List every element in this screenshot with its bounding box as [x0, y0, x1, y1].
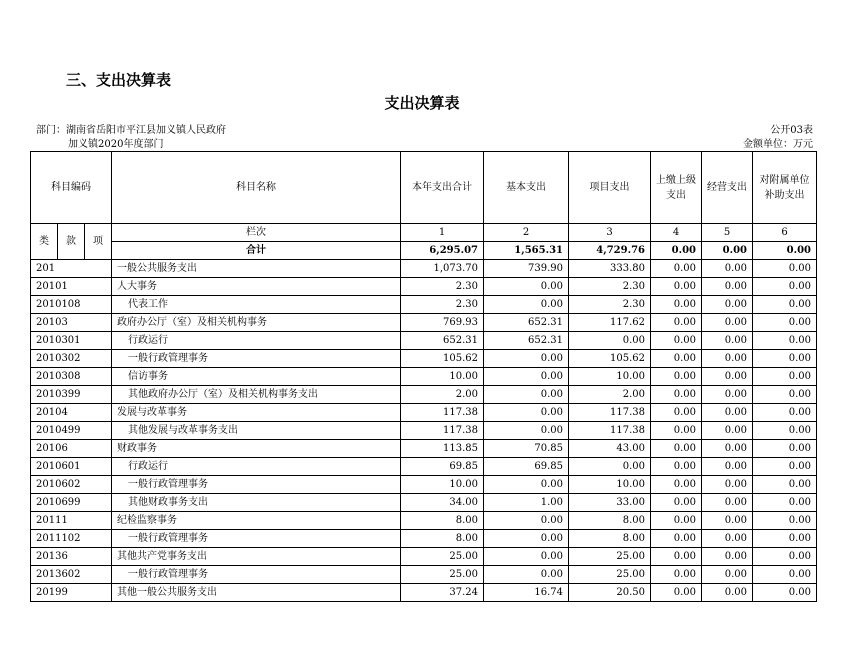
amount-cell: 0.00 [651, 350, 702, 368]
subject-code: 20104 [31, 404, 112, 422]
subject-code: 20101 [31, 278, 112, 296]
amount-cell: 0.00 [702, 566, 753, 584]
amount-cell: 0.00 [651, 548, 702, 566]
subject-name: 一般行政管理事务 [112, 566, 401, 584]
header-basic: 基本支出 [484, 152, 569, 224]
column-number: 6 [753, 224, 817, 242]
amount-cell: 0.00 [702, 584, 753, 602]
subject-name: 一般行政管理事务 [112, 476, 401, 494]
amount-cell: 0.00 [702, 296, 753, 314]
report-code-label: 公开03表 [770, 125, 813, 136]
subject-code: 2010601 [31, 458, 112, 476]
table-row [31, 278, 817, 296]
amount-cell: 33.00 [569, 494, 651, 512]
amount-cell: 0.00 [753, 566, 817, 584]
amount-cell: 10.00 [401, 476, 484, 494]
subject-code: 20199 [31, 584, 112, 602]
column-number: 1 [401, 224, 484, 242]
amount-cell: 25.00 [569, 566, 651, 584]
amount-cell: 0.00 [702, 512, 753, 530]
amount-cell: 0.00 [702, 260, 753, 278]
subject-name: 人大事务 [112, 278, 401, 296]
sub-department-label: 加义镇2020年度部门 [68, 139, 164, 150]
amount-cell: 0.00 [651, 404, 702, 422]
amount-cell: 0.00 [569, 458, 651, 476]
amount-cell: 8.00 [401, 530, 484, 548]
amount-cell: 0.00 [753, 350, 817, 368]
amount-cell: 16.74 [484, 584, 569, 602]
table-row [31, 296, 817, 314]
department-label: 部门：湖南省岳阳市平江县加义镇人民政府 [36, 125, 226, 136]
amount-cell: 0.00 [651, 494, 702, 512]
amount-cell: 34.00 [401, 494, 484, 512]
amount-cell: 0.00 [651, 584, 702, 602]
amount-cell: 0.00 [702, 314, 753, 332]
subject-code: 2013602 [31, 566, 112, 584]
subject-name: 政府办公厅（室）及相关机构事务 [112, 314, 401, 332]
amount-cell: 0.00 [651, 440, 702, 458]
amount-cell: 0.00 [484, 422, 569, 440]
expenditure-table [30, 151, 817, 602]
header-lei: 类 [31, 224, 58, 260]
amount-cell: 0.00 [702, 422, 753, 440]
subject-code: 2010399 [31, 386, 112, 404]
amount-cell: 117.38 [569, 404, 651, 422]
column-number-row [31, 224, 817, 242]
amount-cell: 0.00 [484, 566, 569, 584]
amount-cell: 0.00 [702, 350, 753, 368]
header-subsidy: 对附属单位补助支出 [753, 152, 817, 224]
subject-name: 发展与改革事务 [112, 404, 401, 422]
amount-cell: 10.00 [569, 368, 651, 386]
header-total: 本年支出合计 [401, 152, 484, 224]
amount-cell: 0.00 [753, 512, 817, 530]
header-upper: 上缴上级支出 [651, 152, 702, 224]
subject-name: 行政运行 [112, 332, 401, 350]
amount-cell: 0.00 [651, 314, 702, 332]
subject-name: 其他共产党事务支出 [112, 548, 401, 566]
header-project: 项目支出 [569, 152, 651, 224]
table-row [31, 548, 817, 566]
amount-cell: 0.00 [702, 386, 753, 404]
amount-cell: 37.24 [401, 584, 484, 602]
amount-cell: 25.00 [401, 566, 484, 584]
amount-cell: 10.00 [569, 476, 651, 494]
amount-cell: 0.00 [484, 278, 569, 296]
amount-cell: 0.00 [753, 440, 817, 458]
amount-cell: 0.00 [569, 332, 651, 350]
amount-cell: 0.00 [702, 278, 753, 296]
total-value: 0.00 [702, 242, 753, 260]
amount-cell: 0.00 [651, 386, 702, 404]
table-row [31, 458, 817, 476]
amount-cell: 2.30 [401, 296, 484, 314]
amount-cell: 0.00 [651, 368, 702, 386]
amount-cell: 0.00 [651, 566, 702, 584]
amount-cell: 0.00 [753, 296, 817, 314]
amount-cell: 0.00 [702, 476, 753, 494]
header-kuan: 款 [58, 224, 85, 260]
table-row [31, 386, 817, 404]
amount-cell: 739.90 [484, 260, 569, 278]
subject-name: 纪检监察事务 [112, 512, 401, 530]
amount-cell: 0.00 [702, 368, 753, 386]
amount-cell: 0.00 [753, 548, 817, 566]
amount-cell: 105.62 [569, 350, 651, 368]
amount-cell: 1,073.70 [401, 260, 484, 278]
amount-cell: 0.00 [753, 260, 817, 278]
subject-code: 2010108 [31, 296, 112, 314]
table-row [31, 368, 817, 386]
section-title: 三、支出决算表 [66, 71, 172, 89]
subject-code: 2010308 [31, 368, 112, 386]
total-row [31, 242, 817, 260]
total-value: 6,295.07 [401, 242, 484, 260]
total-value: 0.00 [753, 242, 817, 260]
table-row [31, 260, 817, 278]
amount-cell: 0.00 [651, 422, 702, 440]
amount-cell: 0.00 [753, 368, 817, 386]
table-row [31, 512, 817, 530]
amount-cell: 2.30 [569, 278, 651, 296]
amount-cell: 0.00 [651, 476, 702, 494]
amount-cell: 0.00 [484, 368, 569, 386]
amount-cell: 652.31 [484, 314, 569, 332]
amount-cell: 10.00 [401, 368, 484, 386]
unit-label: 金额单位：万元 [743, 139, 813, 150]
subject-name: 一般行政管理事务 [112, 350, 401, 368]
table-row [31, 332, 817, 350]
header-code: 科目编码 [31, 152, 112, 224]
subject-name: 一般公共服务支出 [112, 260, 401, 278]
amount-cell: 0.00 [753, 530, 817, 548]
amount-cell: 69.85 [401, 458, 484, 476]
amount-cell: 0.00 [651, 332, 702, 350]
total-value: 0.00 [651, 242, 702, 260]
total-value: 4,729.76 [569, 242, 651, 260]
amount-cell: 117.38 [569, 422, 651, 440]
amount-cell: 0.00 [484, 548, 569, 566]
amount-cell: 0.00 [753, 458, 817, 476]
amount-cell: 0.00 [484, 386, 569, 404]
amount-cell: 0.00 [753, 494, 817, 512]
amount-cell: 0.00 [702, 458, 753, 476]
amount-cell: 2.30 [401, 278, 484, 296]
amount-cell: 0.00 [702, 404, 753, 422]
amount-cell: 0.00 [753, 584, 817, 602]
total-value: 1,565.31 [484, 242, 569, 260]
table-header-row [31, 152, 817, 224]
table-row [31, 530, 817, 548]
subject-name: 其他发展与改革事务支出 [112, 422, 401, 440]
table-row [31, 494, 817, 512]
column-number: 4 [651, 224, 702, 242]
amount-cell: 0.00 [651, 278, 702, 296]
amount-cell: 0.00 [753, 314, 817, 332]
amount-cell: 0.00 [651, 296, 702, 314]
amount-cell: 0.00 [753, 332, 817, 350]
amount-cell: 2.00 [569, 386, 651, 404]
column-number: 3 [569, 224, 651, 242]
amount-cell: 0.00 [484, 530, 569, 548]
amount-cell: 105.62 [401, 350, 484, 368]
amount-cell: 43.00 [569, 440, 651, 458]
subject-code: 2010499 [31, 422, 112, 440]
table-row [31, 314, 817, 332]
subject-name: 其他政府办公厅（室）及相关机构事务支出 [112, 386, 401, 404]
amount-cell: 652.31 [484, 332, 569, 350]
amount-cell: 2.30 [569, 296, 651, 314]
amount-cell: 69.85 [484, 458, 569, 476]
subject-code: 2010602 [31, 476, 112, 494]
header-name: 科目名称 [112, 152, 401, 224]
amount-cell: 0.00 [651, 458, 702, 476]
amount-cell: 0.00 [753, 476, 817, 494]
header-business: 经营支出 [702, 152, 753, 224]
amount-cell: 117.62 [569, 314, 651, 332]
subject-name: 行政运行 [112, 458, 401, 476]
table-title: 支出决算表 [384, 94, 460, 112]
amount-cell: 769.93 [401, 314, 484, 332]
subject-code: 201 [31, 260, 112, 278]
amount-cell: 0.00 [651, 260, 702, 278]
amount-cell: 8.00 [569, 512, 651, 530]
amount-cell: 0.00 [484, 296, 569, 314]
subject-name: 代表工作 [112, 296, 401, 314]
table-row [31, 350, 817, 368]
table-row [31, 440, 817, 458]
subject-name: 其他财政事务支出 [112, 494, 401, 512]
amount-cell: 0.00 [702, 332, 753, 350]
amount-cell: 0.00 [702, 440, 753, 458]
amount-cell: 70.85 [484, 440, 569, 458]
table-row [31, 422, 817, 440]
subject-code: 2010699 [31, 494, 112, 512]
amount-cell: 0.00 [484, 404, 569, 422]
amount-cell: 2.00 [401, 386, 484, 404]
amount-cell: 117.38 [401, 404, 484, 422]
amount-cell: 25.00 [569, 548, 651, 566]
amount-cell: 0.00 [651, 530, 702, 548]
amount-cell: 0.00 [484, 350, 569, 368]
amount-cell: 0.00 [702, 530, 753, 548]
amount-cell: 113.85 [401, 440, 484, 458]
amount-cell: 0.00 [753, 278, 817, 296]
subject-code: 2010301 [31, 332, 112, 350]
amount-cell: 25.00 [401, 548, 484, 566]
subject-code: 20111 [31, 512, 112, 530]
amount-cell: 333.80 [569, 260, 651, 278]
amount-cell: 0.00 [484, 512, 569, 530]
table-row [31, 566, 817, 584]
amount-cell: 1.00 [484, 494, 569, 512]
amount-cell: 0.00 [702, 494, 753, 512]
amount-cell: 0.00 [651, 512, 702, 530]
column-number: 5 [702, 224, 753, 242]
amount-cell: 0.00 [753, 404, 817, 422]
amount-cell: 0.00 [484, 476, 569, 494]
subject-name: 其他一般公共服务支出 [112, 584, 401, 602]
subject-name: 一般行政管理事务 [112, 530, 401, 548]
header-lanci: 栏次 [112, 224, 401, 242]
amount-cell: 0.00 [702, 548, 753, 566]
header-heji: 合计 [112, 242, 401, 260]
amount-cell: 8.00 [569, 530, 651, 548]
subject-name: 信访事务 [112, 368, 401, 386]
header-xiang: 项 [85, 224, 112, 260]
amount-cell: 652.31 [401, 332, 484, 350]
table-row [31, 476, 817, 494]
subject-code: 2010302 [31, 350, 112, 368]
subject-code: 20106 [31, 440, 112, 458]
amount-cell: 117.38 [401, 422, 484, 440]
subject-code: 20103 [31, 314, 112, 332]
amount-cell: 0.00 [753, 386, 817, 404]
subject-code: 2011102 [31, 530, 112, 548]
column-number: 2 [484, 224, 569, 242]
table-row [31, 404, 817, 422]
subject-name: 财政事务 [112, 440, 401, 458]
table-row [31, 584, 817, 602]
amount-cell: 0.00 [753, 422, 817, 440]
subject-code: 20136 [31, 548, 112, 566]
amount-cell: 20.50 [569, 584, 651, 602]
amount-cell: 8.00 [401, 512, 484, 530]
